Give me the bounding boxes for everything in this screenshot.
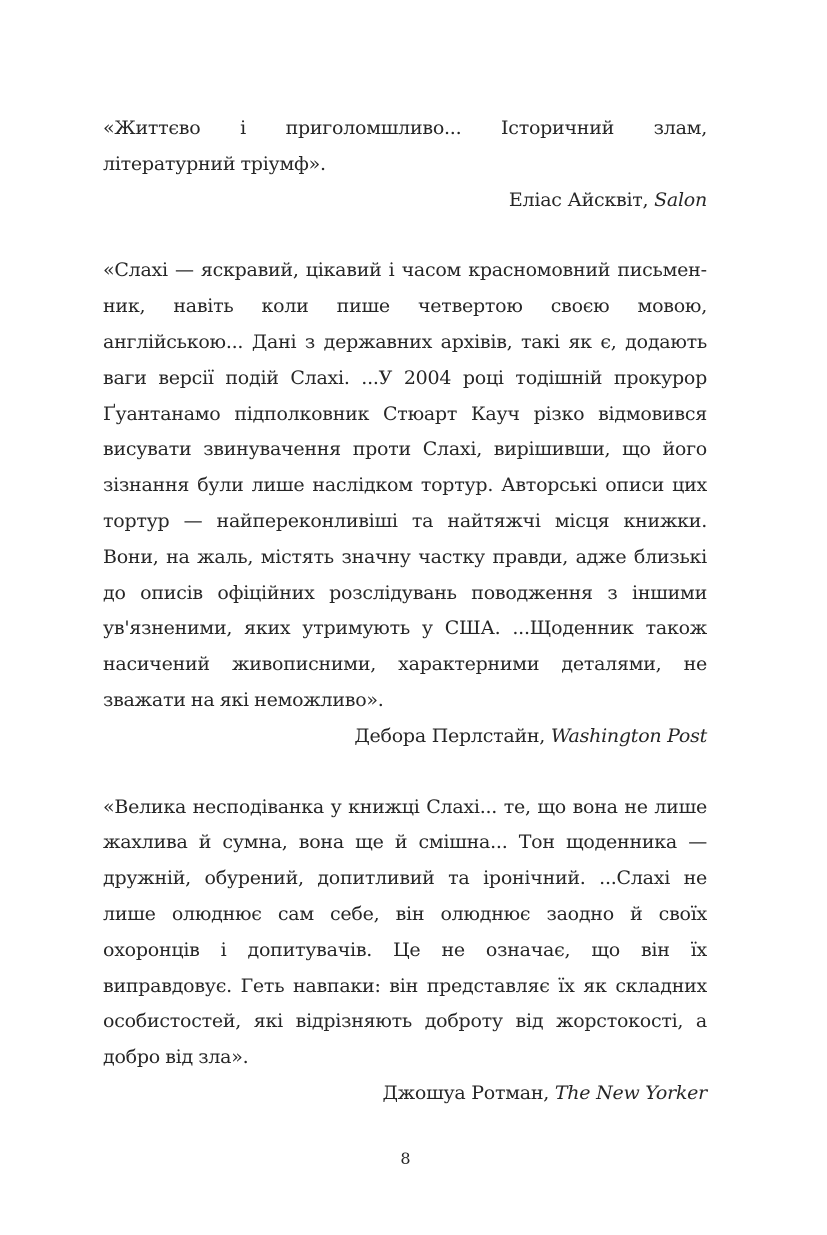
quote-author: Джошуа Ротман, (382, 1081, 550, 1104)
quote-block-salon (103, 111, 707, 218)
quote-attribution (103, 183, 707, 219)
quote-text: «Слахі — яскравий, цікавий і часом красномовний письменник, навіть коли пише четвертою своєю мовою, англійською... Дані з державних архівів, такі як є, додають ваги версії подій Слахі. ...У 2004 році тодішній прокурор Ґуантанамо підполковник Стюарт Кауч різко відмовився висувати звинувачення проти Слахі, вирішивши, що його зізнання були лише наслідком тортур. Авторські описи цих тортур — найпереконливіші та найтяжчі місця книжки. Вони, на жаль, містять значну частку правди, адже близькі до описів офіційних розслідувань поводження з іншими ув'язненими, яких утримують у США. ...Щоденник також насичений живописними, характерними деталями, не зважати на які неможливо». (103, 259, 707, 711)
blurbs-section (103, 111, 707, 1112)
quote-text: «Життєво і приголомшливо... Історичний злам, літературний тріумф». (103, 117, 707, 175)
quote-text: «Велика несподіванка у книжці Слахі... те, що вона не лише жахлива й сумна, вона ще й смішна... Тон щоденника — дружній, обурений, допитливий та іронічний. ...Слахі не лише олюднює сам себе, він олюднює заодно й своїх охоронців і допитувачів. Це не означає, що він їх виправдовує. Геть навпаки: він представляє їх як складних особистостей, які відрізняють доброту від жорстокості, а добро від зла». (103, 795, 707, 1069)
quote-attribution (103, 719, 707, 755)
page-number: 8 (400, 1149, 411, 1168)
quote-source: Salon (654, 188, 707, 211)
quote-block-washington-post (103, 253, 707, 754)
quote-source: Washington Post (550, 724, 707, 747)
quote-author: Дебора Перлстайн, (354, 724, 546, 747)
quote-attribution (103, 1076, 707, 1112)
quote-author: Еліас Айсквіт, (508, 188, 649, 211)
quote-block-new-yorker (103, 790, 707, 1112)
quote-source: The New Yorker (554, 1081, 707, 1104)
